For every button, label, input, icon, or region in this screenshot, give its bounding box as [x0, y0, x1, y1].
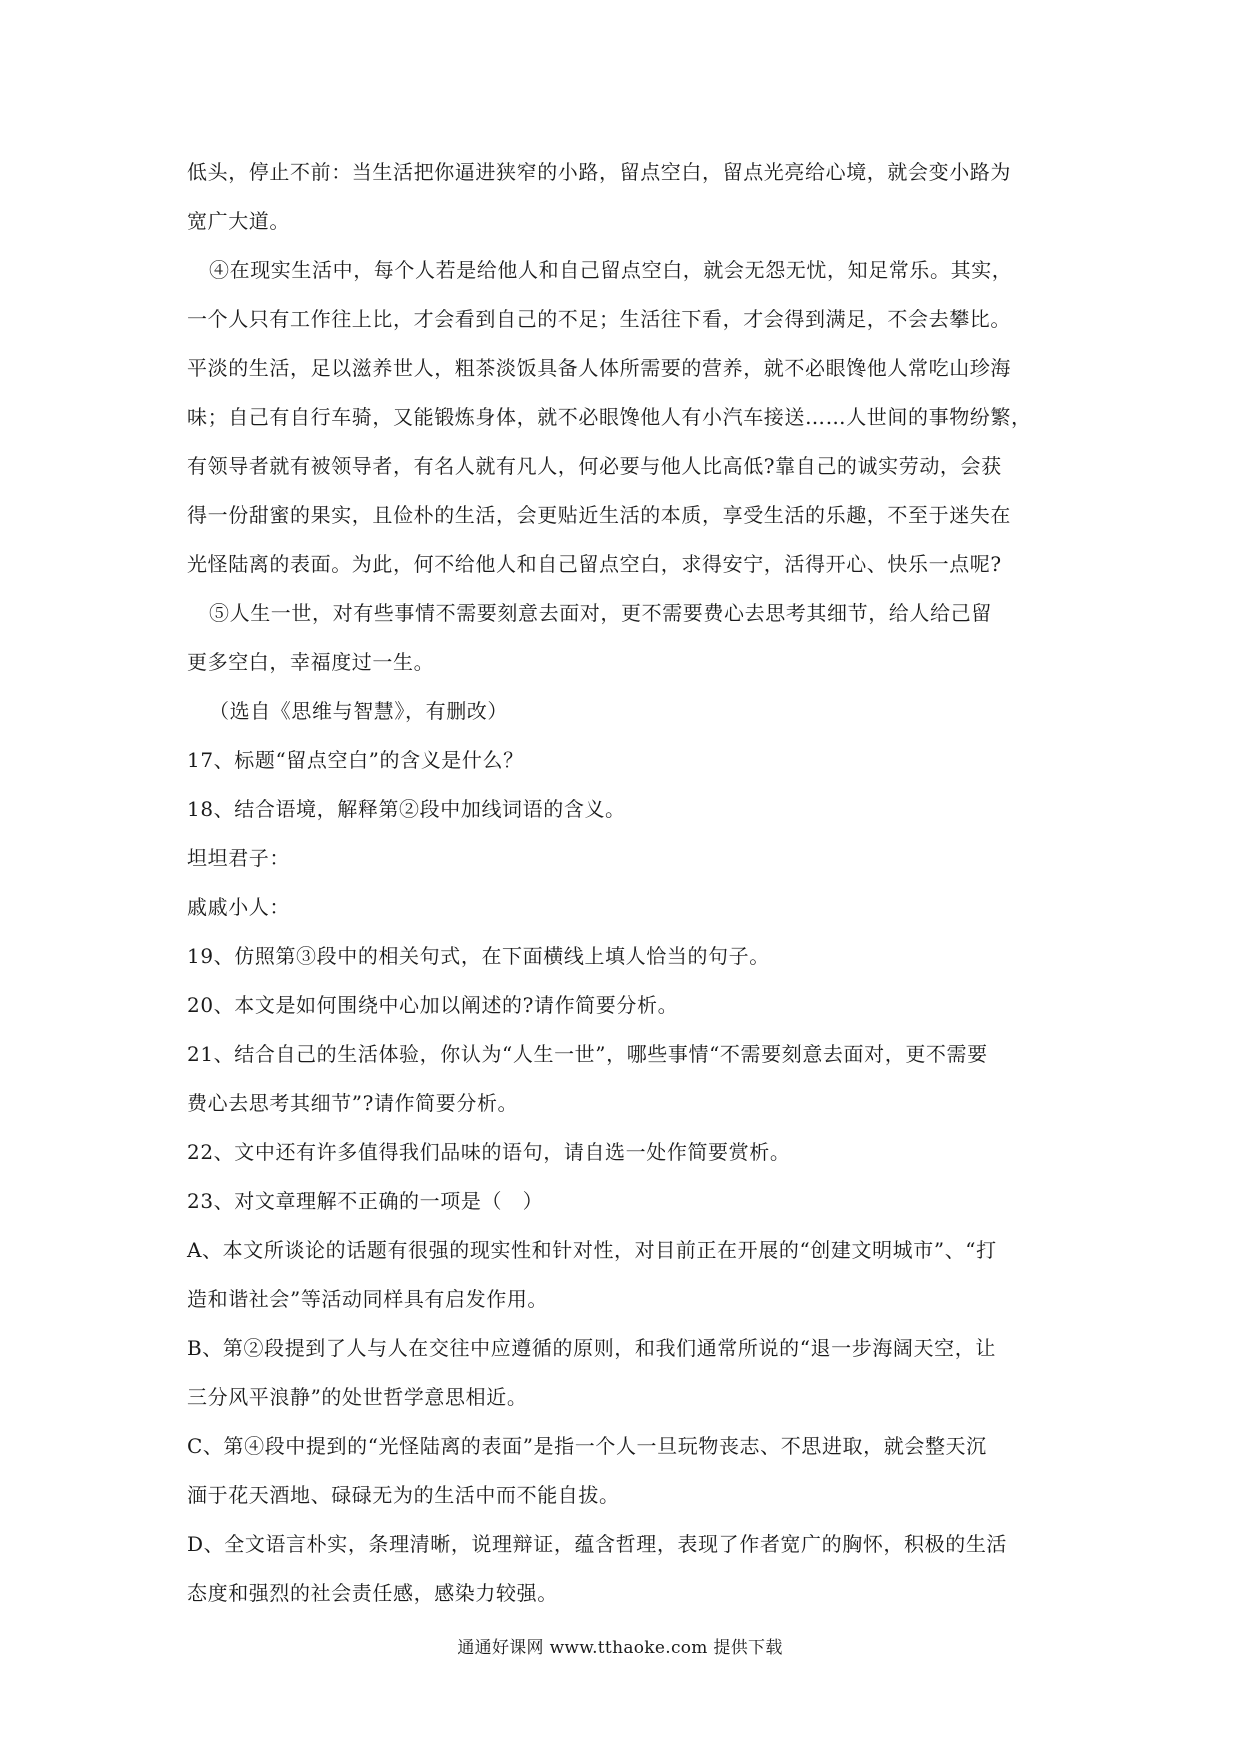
paragraph-line: 低头，停止不前：当生活把你逼进狭窄的小路，留点空白，留点光亮给心境，就会变小路为 [187, 160, 1011, 184]
source-citation: （选自《思维与智慧》，有删改） [209, 699, 508, 723]
option-a: A、本文所谈论的话题有很强的现实性和针对性，对目前正在开展的“创建文明城市”、“打 [187, 1238, 997, 1262]
answer-label-tantan: 坦坦君子： [187, 846, 290, 870]
paragraph-line: 更多空白，幸福度过一生。 [187, 650, 435, 674]
document-body [187, 148, 1057, 1618]
paragraph-line: 味；自己有自行车骑，又能锻炼身体，就不必眼馋他人有小汽车接送……人世间的事物纷繁， [187, 405, 1032, 429]
question-22: 22、文中还有许多值得我们品味的语句，请自选一处作简要赏析。 [187, 1140, 791, 1164]
question-18: 18、结合语境，解释第②段中加线词语的含义。 [187, 797, 626, 821]
option-c: C、第④段中提到的“光怪陆离的表面”是指一个人一旦玩物丧志、不思进取，就会整天沉 [187, 1434, 987, 1458]
option-d: D、全文语言朴实，条理清晰，说理辩证，蕴含哲理，表现了作者宽广的胸怀，积极的生活 [187, 1532, 1008, 1556]
option-a-cont: 造和谐社会”等活动同样具有启发作用。 [187, 1287, 549, 1311]
option-b: B、第②段提到了人与人在交往中应遵循的原则，和我们通常所说的“退一步海阔天空，让 [187, 1336, 996, 1360]
page-footer: 通通好课网 www.tthaoke.com 提供下载 [457, 1638, 783, 1658]
question-19: 19、仿照第③段中的相关句式，在下面横线上填人恰当的句子。 [187, 944, 770, 968]
option-b-cont: 三分风平浪静”的处世哲学意思相近。 [187, 1385, 528, 1409]
option-c-cont: 湎于花天酒地、碌碌无为的生活中而不能自拔。 [187, 1483, 620, 1507]
paragraph-line: 一个人只有工作往上比，才会看到自己的不足；生活往下看，才会得到满足，不会去攀比。 [187, 307, 1011, 331]
question-21-cont: 费心去思考其细节”?请作简要分析。 [187, 1091, 519, 1115]
paragraph-4-start: ④在现实生活中，每个人若是给他人和自己留点空白，就会无怨无忧，知足常乐。其实， [209, 258, 1013, 282]
paragraph-line: 平淡的生活，足以滋养世人，粗茶淡饭具备人体所需要的营养，就不必眼馋他人常吃山珍海 [187, 356, 1011, 380]
paragraph-line: 宽广大道。 [187, 209, 290, 233]
paragraph-5-start: ⑤人生一世，对有些事情不需要刻意去面对，更不需要费心去思考其细节，给人给己留 [209, 601, 992, 625]
paragraph-line: 光怪陆离的表面。为此，何不给他人和自己留点空白，求得安宁，活得开心、快乐一点呢? [187, 552, 1002, 576]
question-21: 21、结合自己的生活体验，你认为“人生一世”，哪些事情“不需要刻意去面对，更不需要 [187, 1042, 988, 1066]
paragraph-line: 得一份甜蜜的果实，且俭朴的生活，会更贴近生活的本质，享受生活的乐趣，不至于迷失在 [187, 503, 1011, 527]
question-23: 23、对文章理解不正确的一项是（ ） [187, 1189, 544, 1213]
question-20: 20、本文是如何围绕中心加以阐述的?请作简要分析。 [187, 993, 679, 1017]
option-d-cont: 态度和强烈的社会责任感，感染力较强。 [187, 1581, 558, 1605]
answer-label-qiqi: 戚戚小人： [187, 895, 290, 919]
paragraph-line: 有领导者就有被领导者，有名人就有凡人，何必要与他人比高低?靠自己的诚实劳动，会获 [187, 454, 1002, 478]
question-17: 17、标题“留点空白”的含义是什么？ [187, 748, 524, 772]
